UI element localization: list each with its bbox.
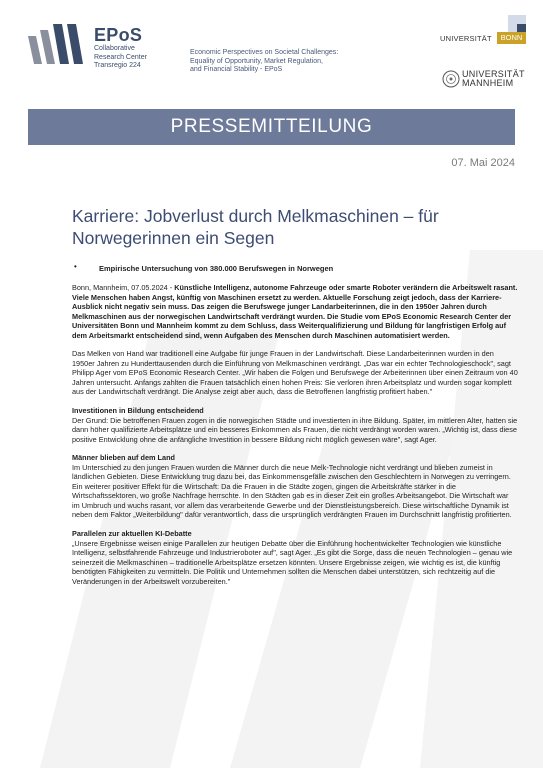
uni-bonn-logo: UNIVERSITÄT BONN (440, 32, 526, 46)
paragraph: „Unsere Ergebnisse weisen einige Parallelen zur heutigen Debatte über die Einführung hochentwickelter Technologien wie künstliche Intelligenz, selbstfahrende Fahrzeuge und Industrieroboter auf", sagt Ager. „Es gibt die Sorge, dass die neuen Technologien – genau wie seinerzeit die Melkmaschinen – traditionelle Arbeitsplätze ersetzen könnten. Unsere Ergebnisse zeigen, wie wichtig es ist, die künftig benötigten Fähigkeiten zu vermitteln. Die Politik und Unternehmen sollten die Menschen dabei unterstützen, sich rechtzeitig auf die Veränderungen in der Arbeitswelt vorzubereiten." (72, 538, 513, 586)
banner-title: PRESSEMITTEILUNG (170, 116, 373, 137)
section-heading: Parallelen zur aktuellen KI-Debatte (72, 529, 192, 539)
intro-paragraph (72, 283, 518, 340)
epos-logo-icon (28, 24, 88, 66)
section-heading: Männer blieben auf dem Land (72, 453, 175, 463)
section-heading: Investitionen in Bildung entscheidend (72, 406, 204, 416)
bullet-icon: • (74, 262, 77, 271)
headline: Karriere: Jobverlust durch Melkmaschinen – für Norwegerinnen ein Segen (72, 206, 439, 248)
bonn-logo-icon (508, 15, 526, 33)
paragraph: Das Melken von Hand war traditionell eine Aufgabe für junge Frauen in der Landwirtschaft. Diese Landarbeiterinnen wurden in den 1950er Jahren zu Hunderttausenden durch die Einführung von Melkmaschinen verdrängt. „Das war ein echter Technologieschock", sagt Philipp Ager vom EPoS Economic Research Center. „Wir haben die Folgen und Berufswege der Arbeiterinnen über einen Zeitraum von 40 Jahren untersucht. Anfangs zahlten die Frauen tatsächlich einen hohen Preis: Sie verloren ihren Arbeitsplatz und wurden sogar komplett aus der Landwirtschaft verdrängt. Die Analyse zeigt aber auch, dass die Betroffenen langfristig profitiert haben." (72, 349, 518, 397)
epos-subtitle: Collaborative Research Center Transregio 224 (94, 45, 147, 69)
paragraph: Der Grund: Die betroffenen Frauen zogen in die norwegischen Städte und investierten in ihre Bildung. Später, im mittleren Alter, hatten sie dann höher qualifizierte Arbeitsplätze und ein besseres Einkommen als Frauen, die nicht verdrängt worden waren. „Wichtig ist, dass diese positive Entwicklung ohne die anfängliche Investition in bessere Bildung nicht möglich gewesen wäre", sagt Ager. (72, 415, 518, 444)
press-release-banner (28, 109, 515, 145)
intro-lead: Künstliche Intelligenz, autonome Fahrzeuge oder smarte Roboter verändern die Arbeitswelt rasant. Viele Menschen haben Angst, künftig von Maschinen ersetzt zu werden. Aktuelle Forschung zeigt jedoch, dass der Karriere-Ausblick nicht negativ sein muss. Das zeigen die Berufswege junger Landarbeiterinnen, die in den 1950er Jahren durch Melkmaschinen aus der norwegischen Landwirtschaft verdrängt wurden. Die Studie vom EPoS Economic Research Center der Universitäten Bonn und Mannheim kommt zu dem Schluss, dass Weiterqualifizierung und Bildung für langfristigen Erfolg auf dem Arbeitsmarkt entscheidend sind, wenn Aufgaben des Menschen durch Maschinen automatisiert werden. (72, 283, 518, 340)
dateline: Bonn, Mannheim, 07.05.2024 - (72, 283, 175, 292)
mannheim-seal-icon (442, 70, 460, 88)
uni-mannheim-logo: UNIVERSITÄT MANNHEIM (442, 68, 528, 92)
bullet-point: Empirische Untersuchung von 380.000 Berufswegen in Norwegen (99, 264, 334, 273)
article-body (72, 283, 518, 595)
release-date: 07. Mai 2024 (451, 157, 515, 169)
paragraph: Im Unterschied zu den jungen Frauen wurden die Männer durch die neue Melk-Technologie nicht verdrängt und blieben zumeist in ländlichen Gebieten. Diese Entwicklung trug dazu bei, das Einkommensgefälle zwischen den Geschlechtern in Norwegen zu verringern. Ein weiterer positiver Effekt für die Wirtschaft: Da die Frauen in die Städte zogen, gingen die Arbeitskräfte stärker in die Wirtschaftssektoren, wo große Nachfrage herrschte. In den Städten gab es in dieser Zeit ein großes Arbeitsangebot. Die Wirtschaft war im Umbruch und wuchs rasant, vor allem das verarbeitende Gewerbe und der Dienstleistungsbereich. Diese wirtschaftliche Dynamik ist neben dem Faktor „Weiterbildung" dafür verantwortlich, dass die ursprünglich verdrängten Frauen im Durchschnitt langfristig profitierten. (72, 462, 512, 520)
epos-title: EPoS (94, 25, 143, 45)
header-tagline: Economic Perspectives on Societal Challenges: Equality of Opportunity, Market Regulation, and Financial Stability - EPoS (190, 49, 339, 73)
